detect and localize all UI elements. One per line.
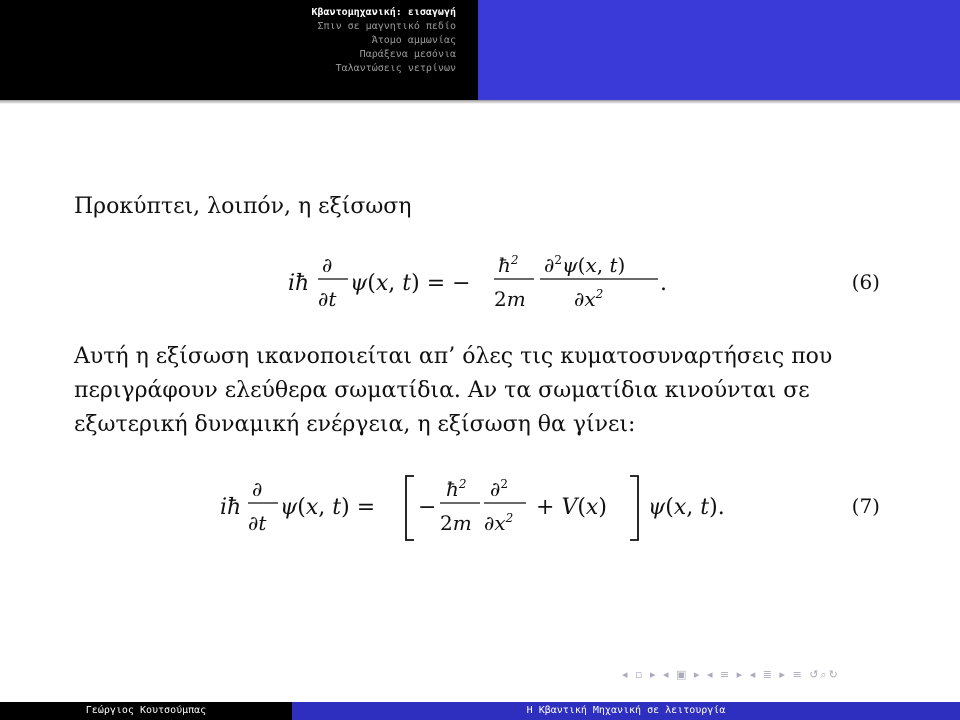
header-shadow-divider [0,100,960,104]
equation-7-formula [74,468,774,548]
svg-text:+ V(x): + V(x) [536,495,607,520]
paragraph-line: περιγράφουν ελεύθερα σωματίδια. Αν τα σωματίδια κινούνται σε [74,378,810,403]
svg-text:2m: 2m [494,287,526,311]
slide-header [0,0,960,104]
header-blue-band [478,0,960,100]
svg-text:ψ(x, t).: ψ(x, t). [648,495,725,520]
svg-text:iħ: iħ [220,495,242,520]
equation-6 [74,246,904,326]
svg-text:∂2ψ(x, t): ∂$^2$ψ(x, t) [544,253,626,277]
nav-prev-subsection-icon[interactable]: ◂ ▣ ▸ [663,668,702,681]
footer-title: Η Κβαντική Μηχανική σε λειτουργία [292,702,960,720]
svg-text:∂2: ∂$^2$ [490,477,508,501]
svg-text:∂: ∂ [322,253,333,277]
svg-text:∂t: ∂t [318,287,337,311]
svg-text:ψ(x, t) =: ψ(x, t) = [280,495,376,520]
equation-7 [74,468,904,548]
paragraph-line: εξωτερική δυναμική ενέργεια, η εξίσωση θα γίνει: [74,412,636,437]
svg-text:∂: ∂ [252,477,263,501]
header-section-navigation [0,0,478,100]
nav-item-spin[interactable]: Σπιν σε μαγνητικό πεδίο [317,21,456,32]
nav-search-icon[interactable]: ↺⌕↻ [809,668,840,681]
svg-text:−: − [418,495,437,520]
equation-7-number: (7) [851,494,880,518]
svg-text:.: . [660,271,667,296]
svg-text:∂t: ∂t [248,511,267,535]
nav-next-section-icon[interactable]: ◂ ≣ ▸ [749,668,787,681]
section-nav-list [312,6,457,76]
paragraph-line: Αυτή η εξίσωση ικανοποιείται απ’ όλες τις κυματοσυναρτήσεις που [74,344,833,369]
beamer-navigation-symbols [622,668,952,688]
nav-item-ammonia[interactable]: Άτομο αμμωνίας [371,35,456,46]
nav-prev-frame-icon[interactable]: ◂ ▫ ▸ [622,668,658,681]
svg-text:ħ2: $ħ^2$ [498,253,519,277]
intro-text: Προκύπτει, λοιπόν, η εξίσωση [74,194,412,219]
svg-text:iħ: iħ [288,271,310,296]
nav-prev-section-icon[interactable]: ◂ ≡ ▸ [706,668,745,681]
footer-author: Γεώργιος Κουτσούμπας [0,702,292,720]
nav-item-introduction[interactable]: Κβαντομηχανική: εισαγωγή [311,7,456,18]
nav-item-neutrino-oscillations[interactable]: Ταλαντώσεις νετρίνων [335,63,456,74]
equation-6-number: (6) [851,270,880,294]
svg-text:∂x2: $\partial x^2$ [484,511,514,535]
svg-text:∂x2: $\partial x^2$ [574,287,604,311]
nav-item-strange-mesons[interactable]: Παράξενα μεσόνια [359,49,456,60]
nav-align-icon[interactable]: ≡ [792,668,804,681]
svg-text:ψ(x, t) = −: ψ(x, t) = − [350,271,471,296]
equation-6-formula [74,246,774,326]
svg-text:2m: 2m [440,511,472,535]
slide-footer [0,702,960,720]
body-paragraph [74,340,904,442]
svg-text:ħ2: $ħ^2$ [446,477,467,501]
